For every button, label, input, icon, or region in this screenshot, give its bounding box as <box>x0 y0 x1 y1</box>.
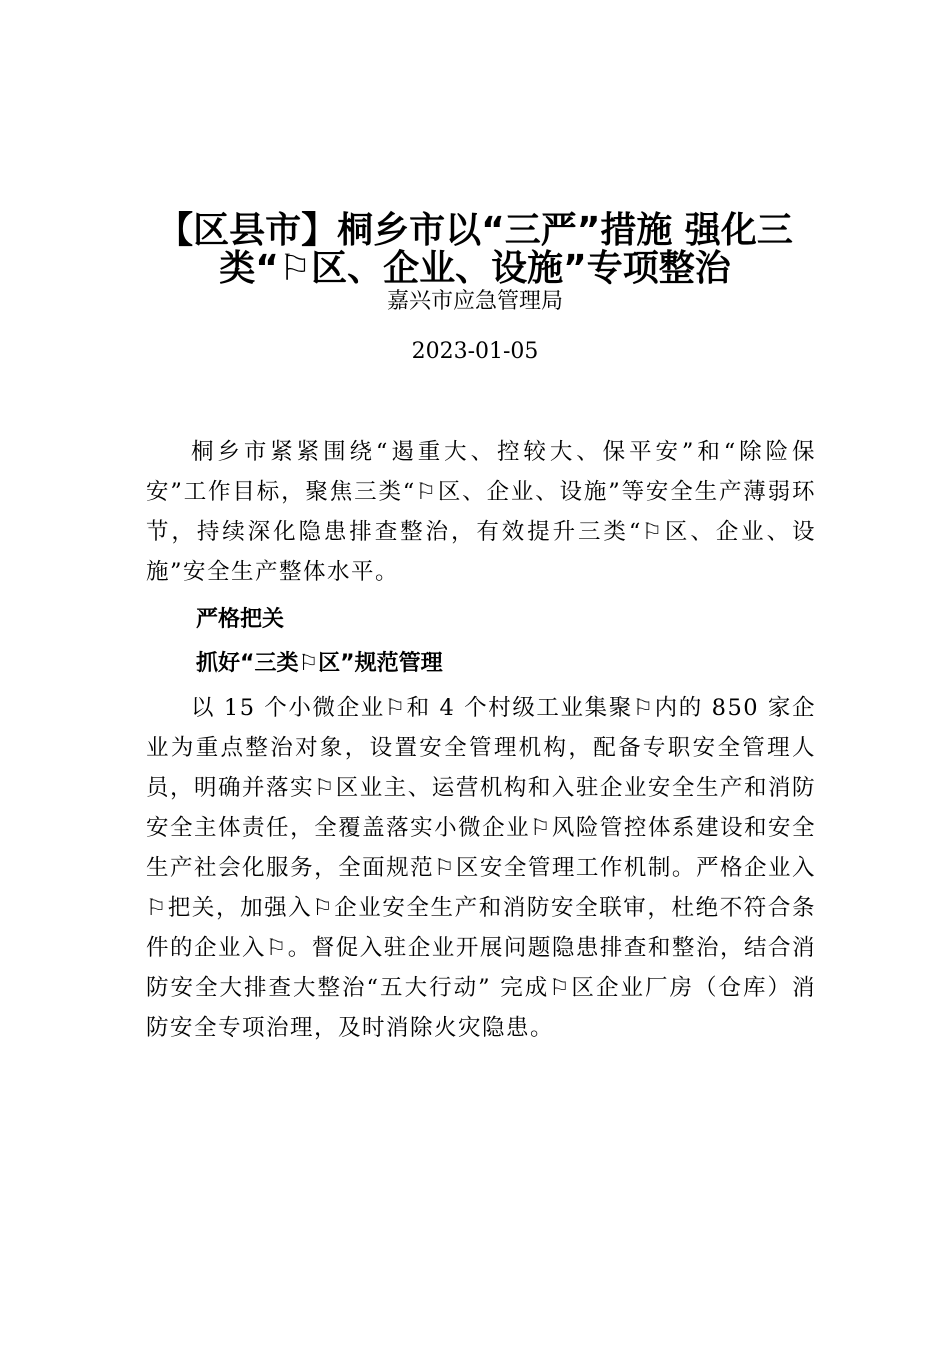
intro-paragraph: 桐乡市紧紧围绕“遏重大、控较大、保平安”和“除险保安”工作目标，聚焦三类“⚐区、企业、设施”等安全生产薄弱环节，持续深化隐患排查整治，有效提升三类“⚐区、企业、设施”安全生产整体水平。 <box>146 439 816 585</box>
document-title: 【区县市】桐乡市以“三严”措施 强化三类“⚐区、企业、设施”专项整治 <box>157 210 793 289</box>
body-paragraph: 以 15 个小微企业⚐和 4 个村级工业集聚⚐内的 850 家企业为重点整治对象，设置安全管理机构，配备专职安全管理人员，明确并落实⚐区业主、运营机构和入驻企业安全生产和消防安全主体责任，全覆盖落实小微企业⚐风险管控体系建设和安全生产社会化服务，全面规范⚐区安全管理工作机制。严格企业入⚐把关，加强入⚐企业安全生产和消防安全联审，杜绝不符合条件的企业入⚐。督促入驻企业开展问题隐患排查和整治，结合消防安全大排查大整治“五大行动” 完成⚐区企业厂房（仓库）消防安全专项治理，及时消除火灾隐患。 <box>146 695 816 1041</box>
document-body <box>146 432 816 1048</box>
section-heading: 严格把关 <box>196 607 285 632</box>
document-date: 2023-01-05 <box>411 339 539 364</box>
subsection-heading: 抓好“三类⚐区”规范管理 <box>196 651 443 676</box>
document-author: 嘉兴市应急管理局 <box>386 289 563 314</box>
